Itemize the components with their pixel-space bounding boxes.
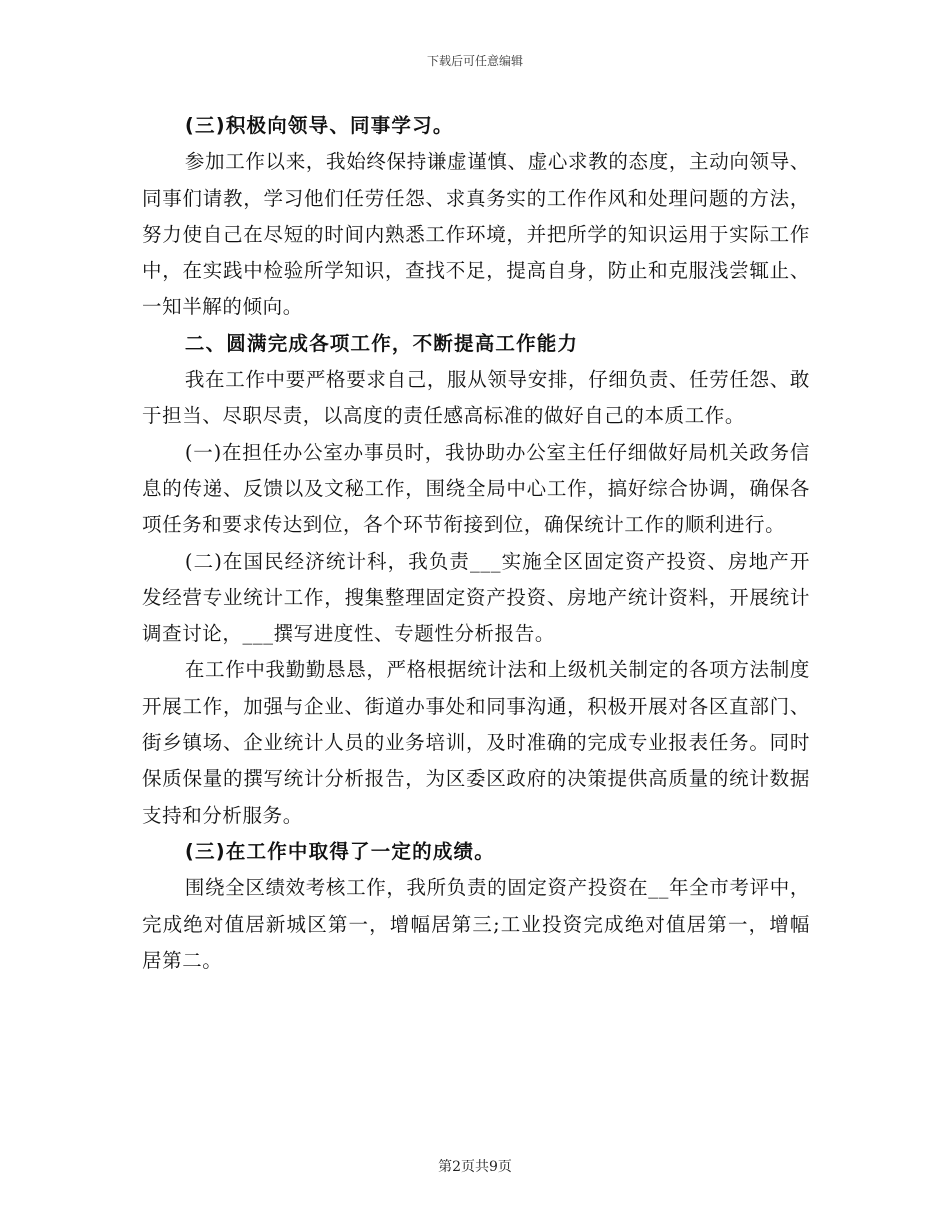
paragraph-statistics-dept: (二)在国民经济统计科，我负责___实施全区固定资产投资、房地产开发经营专业统计工作，搜集整理固定资产投资、房地产统计资料，开展统计调查讨论，___撰写进度性、专题性分析报告。 [142, 549, 810, 646]
section-heading-learn: (三)积极向领导、同事学习。 [184, 114, 454, 137]
paragraph-achievements: 围绕全区绩效考核工作，我所负责的固定资产投资在__年全市考评中，完成绝对值居新城区第一，增幅居第三;工业投资完成绝对值居第一，增幅居第二。 [142, 876, 810, 972]
paragraph-office-clerk: (一)在担任办公室办事员时，我协助办公室主任仔细做好局机关政务信息的传递、反馈以及文秘工作，围绕全局中心工作，搞好综合协调，确保各项任务和要求传达到位，各个环节衔接到位，确保统计工作的顺利进行。 [142, 440, 810, 537]
page-header-note: 下载后可任意编辑 [426, 54, 523, 68]
page-number: 第2页共9页 [438, 1159, 512, 1175]
paragraph-requirements: 我在工作中要严格要求自己，服从领导安排，仔细负责、任劳任怨、敢于担当、尽职尽责，以高度的责任感高标准的做好自己的本质工作。 [142, 368, 810, 428]
document-body [142, 108, 810, 979]
section-heading-achievements: (三)在工作中取得了一定的成绩。 [184, 839, 495, 863]
paragraph-learning: 参加工作以来，我始终保持谦虚谨慎、虚心求教的态度，主动向领导、同事们请教，学习他们任劳任怨、求真务实的工作作风和处理问题的方法，努力使自己在尽短的时间内熟悉工作环境，并把所学的知识运用于实际工作中，在实践中检验所学知识，查找不足，提高自身，防止和克服浅尝辄止、一知半解的倾向。 [142, 150, 810, 319]
section-heading-work: 二、圆满完成各项工作，不断提高工作能力 [184, 331, 579, 355]
paragraph-diligence: 在工作中我勤勤恳恳，严格根据统计法和上级机关制定的各项方法制度开展工作，加强与企业、街道办事处和同事沟通，积极开展对各区直部门、街乡镇场、企业统计人员的业务培训，及时准确的完成专业报表任务。同时保质保量的撰写统计分析报告，为区委区政府的决策提供高质量的统计数据支持和分析服务。 [142, 658, 810, 827]
